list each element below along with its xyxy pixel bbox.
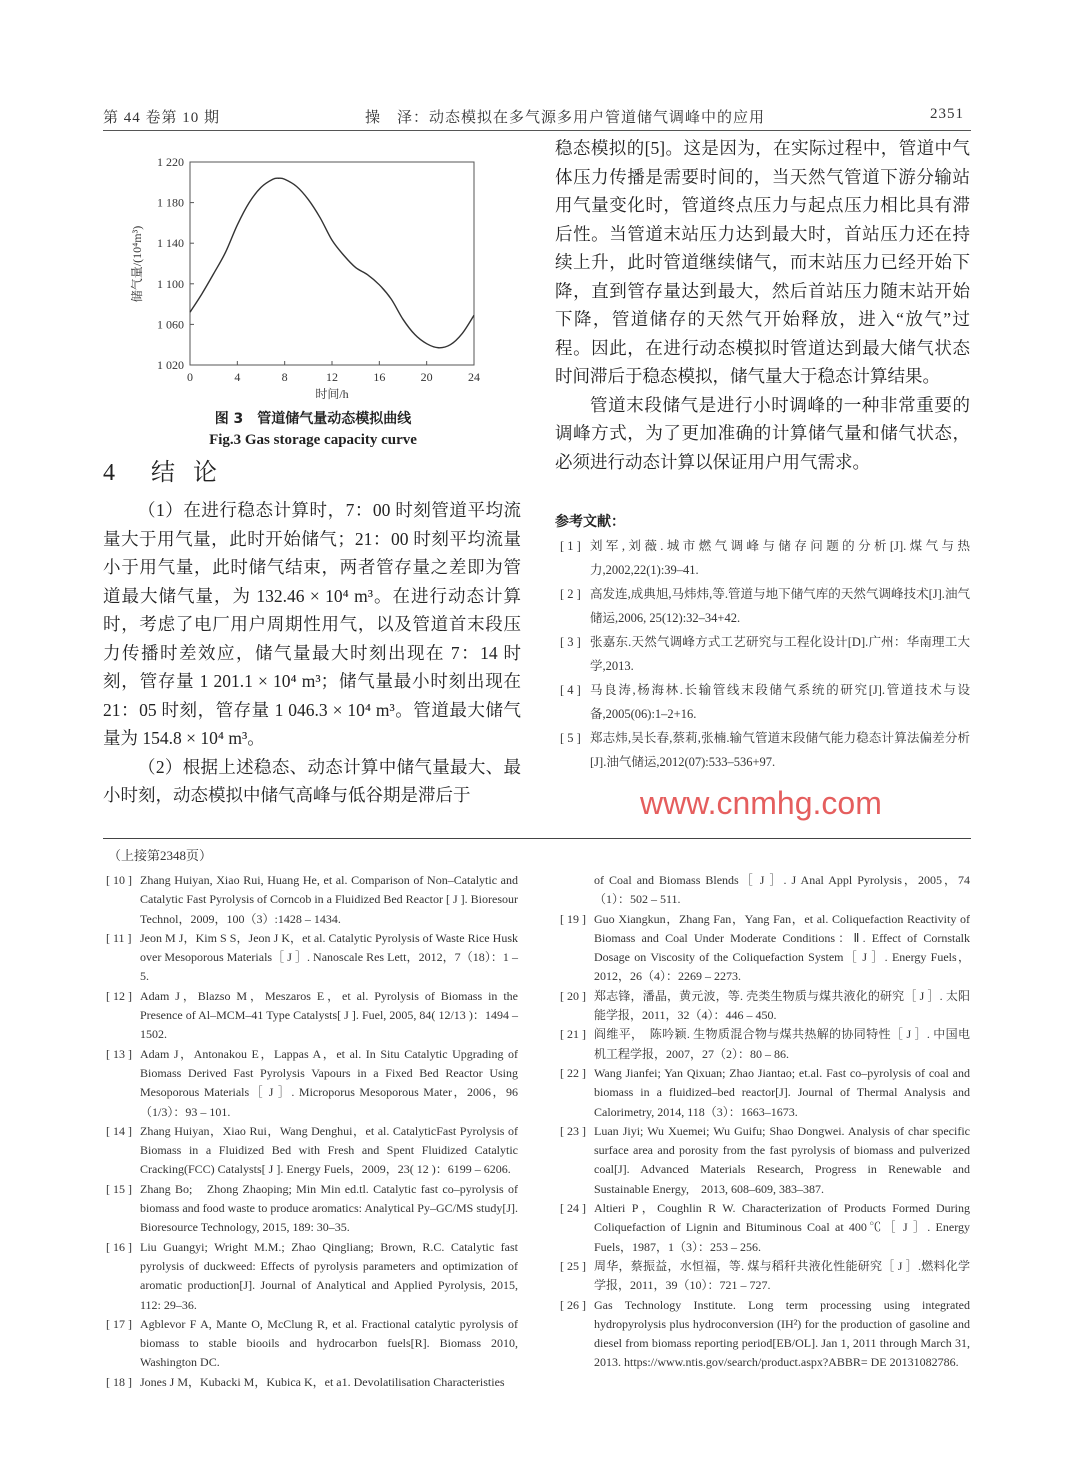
reference-number: [ 1 ] — [560, 539, 581, 553]
reference-number — [560, 871, 594, 910]
paragraph: 管道末段储气是进行小时调峰的一种非常重要的调峰方式，为了更加准确的计算储气量和储气状态，必须进行动态计算以保证用户用气需求。 — [555, 394, 970, 472]
reference-text: Gas Technology Institute. Long term processing using integrated hydropyrolysis plus hydroconversion (IH²) for the production of gasoline and diesel from biomass reporting period[EB/OL]. Jan 1, 2011 through March 31, 2013. https://www.ntis.gov/search/product.aspx?ABBR= DE 20131082786. — [594, 1297, 970, 1370]
reference-item — [560, 630, 970, 678]
gas-storage-chart — [130, 148, 500, 408]
reference-number: [ 2 ] — [560, 587, 581, 601]
reference-text: 阎维平， 陈吟颖. 生物质混合物与煤共热解的协同特性［ J ］. 中国电机工程学报，2007，27（2）：80 – 86. — [594, 1027, 970, 1061]
reference-text: 郑志炜,吴长春,蔡莉,张楠.输气管道末段储气能力稳态计算法偏差分析[J].油气储运,2012(07):533–536+97. — [590, 731, 970, 769]
reference-text: Zhang Bo; Zhong Zhaoping; Min Min ed.tl. Catalytic fast co–pyrolysis of biomass and food waste to produce aromatics: Analytical Py–GC/MS study[J]. Bioresource Technology, 2015, 189: 30–35. — [140, 1181, 518, 1235]
paragraph: （2）根据上述稳态、动态计算中储气量最大、最小时刻，动态模拟中储气高峰与低谷期是滞后于 — [103, 756, 521, 805]
reference-item — [560, 1025, 970, 1064]
reference-item — [560, 1122, 970, 1199]
x-tick-label: 16 — [373, 370, 386, 384]
bottom-reference-list-left — [106, 871, 518, 1392]
continued-note: （上接第2348页） — [108, 848, 213, 863]
reference-number: [ 15 ] — [106, 1181, 132, 1196]
x-tick-label: 8 — [281, 370, 288, 384]
page-number: 2351 — [930, 106, 964, 122]
reference-text: Luan Jiyi; Wu Xuemei; Wu Guifu; Shao Dongwei. Analysis of char specific surface area and porosity from the fast pyrolysis of biomass and pulverized coal[J]. Advanced Materials Research, Progress in Renewable and Sustainable Energy, 2013, 608–609, 383–387. — [594, 1123, 970, 1196]
reference-number: [ 10 ] — [106, 873, 132, 887]
reference-number: [ 19 ] — [560, 911, 586, 926]
reference-item — [560, 1257, 970, 1296]
reference-text: Guo Xiangkun，Zhang Fan，Yang Fan，et al. Coliquefaction Reactivity of Biomass and Coal Under Moderate Conditions：Ⅱ. Effect of Cornstalk Dosage on Viscosity of the Coliquefaction System［ J ］. Energy Fuels，2012，26（4）：2269 – 2273. — [594, 911, 970, 984]
reference-item — [106, 1122, 518, 1180]
reference-text: 马良涛,杨海林.长输管线末段储气系统的研究[J].管道技术与设备,2005(06):1–2+16. — [590, 683, 970, 721]
y-tick-label: 1 220 — [157, 155, 184, 169]
reference-item — [106, 929, 518, 987]
reference-item — [106, 1238, 518, 1315]
reference-item — [106, 987, 518, 1045]
reference-number: [ 26 ] — [560, 1297, 586, 1312]
running-title: 操 泽：动态模拟在多气源多用户管道储气调峰中的应用 — [365, 110, 766, 126]
reference-item — [560, 987, 970, 1026]
x-axis-label: 时间/h — [315, 387, 349, 401]
reference-text: Zhang Huiyan，Xiao Rui，Wang Denghui，et al. CatalyticFast Pyrolysis of Biomass in a Fluidized Bed with Fresh and Spent Fluidized Catalytic Cracking(FCC) Catalysts[ J ]. Energy Fuels，2009，23( 12 )：6199 – 6206. — [140, 1123, 518, 1177]
reference-number: [ 14 ] — [106, 1123, 132, 1138]
reference-number: [ 4 ] — [560, 683, 581, 697]
reference-item — [106, 1373, 518, 1392]
reference-number: [ 16 ] — [106, 1239, 132, 1254]
reference-text: Adam J，Antonakou E，Lappas A，et al. In Situ Catalytic Upgrading of Biomass Derived Fast Pyrolysis Vapours in a Fixed Bed Reactor Using Mesoporous Materials［ J ］. Microporus Mesoporous Mater，2006，96（1/3）：93 – 101. — [140, 1046, 518, 1119]
reference-item — [560, 1296, 970, 1373]
reference-item — [106, 1315, 518, 1373]
section-heading: 4 结 论 — [103, 460, 223, 486]
reference-item — [560, 582, 970, 630]
reference-number: [ 3 ] — [560, 635, 581, 649]
x-tick-label: 24 — [468, 370, 480, 384]
figure-caption-cn: 图 3 管道储气量动态模拟曲线 — [214, 411, 412, 427]
reference-item — [560, 1199, 970, 1257]
x-tick-label: 12 — [326, 370, 338, 384]
reference-number: [ 25 ] — [560, 1258, 586, 1273]
reference-text: 刘军,刘薇.城市燃气调峰与储存问题的分析[J].煤气与热力,2002,22(1):39–41. — [590, 539, 970, 577]
reference-text: Adam J，Blazso M，Meszaros E，et al. Pyrolysis of Biomass in the Presence of Al–MCM–41 Type Catalysts[ J ]. Fuel, 2005, 84( 12/13 )：1494 – 1502. — [140, 988, 518, 1042]
reference-text: Altieri P，Coughlin R W. Characterization of Products Formed During Coliquefaction of Lignin and Bituminous Coal at 400℃［ J ］. Energy Fuels，1987，1（3）：253 – 256. — [594, 1201, 970, 1254]
reference-number: [ 21 ] — [560, 1027, 586, 1042]
reference-item — [560, 910, 970, 987]
journal-issue: 第 44 卷第 10 期 — [103, 110, 221, 126]
reference-text: Jones J M，Kubacki M，Kubica K，et a1. Devolatilisation Characteristies — [140, 1374, 505, 1389]
reference-text: Agblevor F A, Mante O, McClung R, et al. Fractional catalytic pyrolysis of biomass to stable biooils and hydrocarbon fuels[R]. Biomass 2010, Washington DC. — [140, 1316, 518, 1370]
reference-text: Wang Jianfei; Yan Qixuan; Zhao Jiantao; et.al. Fast co–pyrolysis of coal and biomass in a fluidized–bed reactor[J]. Journal of Thermal Analysis and Calorimetry, 2014, 118（3）：1663–1673. — [594, 1065, 970, 1119]
reference-number: [ 22 ] — [560, 1065, 586, 1080]
reference-number: [ 18 ] — [106, 1374, 132, 1389]
reference-text: Zhang Huiyan, Xiao Rui, Huang He, et al. Comparison of Non–Catalytic and Catalytic Fast Pyrolysis of Corncob in a Fluidized Bed Reactor [ J ]. Bioresour Technol，2009，100（3）:1428 – 1434. — [140, 873, 518, 926]
x-tick-label: 0 — [187, 370, 193, 384]
reference-text: 周华，蔡振益，水恒福，等. 煤与稻秆共液化性能研究［ J ］.燃料化学学报，2011，39（10）：721 – 727. — [594, 1258, 970, 1293]
reference-item — [560, 678, 970, 726]
reference-text: of Coal and Biomass Blends［ J ］. J Anal Appl Pyrolysis，2005，74（1）：502 – 511. — [594, 873, 970, 907]
plot-frame — [190, 162, 474, 365]
reference-item — [560, 871, 970, 910]
reference-item — [560, 1064, 970, 1122]
storage-curve — [190, 178, 474, 348]
header-rule — [103, 130, 971, 131]
reference-number: [ 20 ] — [560, 988, 586, 1003]
y-tick-label: 1 060 — [157, 317, 184, 332]
left-column-text — [103, 496, 521, 810]
reference-text: Jeon M J，Kim S S，Jeon J K，et al. Catalytic Pyrolysis of Waste Rice Husk over Mesoporous Materials［ J ］. Nanoscale Res Lett，2012，7（18）：1 – 5. — [140, 930, 518, 984]
reference-text: 张嘉东.天然气调峰方式工艺研究与工程化设计[D].广州：华南理工大学,2013. — [590, 635, 970, 673]
references-heading: 参考文献： — [555, 514, 625, 530]
y-tick-label: 1 020 — [157, 358, 184, 372]
reference-item — [560, 726, 970, 774]
watermark: www.cnmhg.com — [640, 785, 882, 821]
figure-caption-en: Fig.3 Gas storage capacity curve — [209, 432, 417, 448]
y-tick-label: 1 140 — [157, 236, 184, 251]
reference-text: Liu Guangyi; Wright M.M.; Zhao Qingliang; Brown, R.C. Catalytic fast pyrolysis of duckweed: Effects of pyrolysis parameters and optimization of aromatic production[J]. Journal of Analytical and Applied Pyrolysis, 2015, 112: 29–36. — [140, 1239, 518, 1312]
reference-number: [ 23 ] — [560, 1123, 586, 1138]
reference-item — [106, 1045, 518, 1122]
y-tick-label: 1 180 — [157, 195, 184, 210]
reference-number: [ 11 ] — [106, 930, 132, 945]
y-tick-label: 1 100 — [157, 276, 184, 291]
y-axis-label: 储气量/(10⁴m³) — [130, 225, 144, 303]
x-tick-label: 20 — [420, 370, 433, 384]
x-tick-label: 4 — [234, 370, 241, 384]
reference-item — [106, 871, 518, 929]
paragraph: （1）在进行稳态计算时，7：00 时刻管道平均流量大于用气量，此时开始储气；21：00 时刻平均流量小于用气量，此时储气结束，两者管存量之差即为管道最大储气量，为 132.46 × 10⁴ m³。在进行动态计算时，考虑了电厂用户周期性用气，以及管道首末段压力传播时差效应，储气量最大时刻出现在 7：14 时刻，管存量 1 201.1 × 10⁴ m³；储气量最小时刻出现在 21：05 时刻，管存量 1 046.3 × 10⁴ m³。管道最大储气量为 154.8 × 10⁴ m³。 — [103, 500, 521, 748]
reference-text: 郑志锋，潘晶，黄元波，等. 壳类生物质与煤共液化的研究［ J ］. 太阳能学报，2011，32（4）：446 – 450. — [594, 988, 970, 1023]
reference-number: [ 13 ] — [106, 1046, 132, 1061]
reference-number: [ 24 ] — [560, 1201, 586, 1216]
right-column-text — [555, 134, 970, 476]
reference-list — [560, 534, 970, 774]
reference-item — [560, 534, 970, 582]
reference-number: [ 12 ] — [106, 988, 132, 1003]
section-divider — [103, 838, 971, 839]
reference-number: [ 5 ] — [560, 731, 581, 745]
reference-item — [106, 1180, 518, 1238]
reference-text: 高发连,成典旭,马炜炜,等.管道与地下储气库的天然气调峰技术[J].油气储运,2006, 25(12):32–34+42. — [590, 587, 970, 625]
bottom-reference-list-right — [560, 871, 970, 1373]
paragraph: 稳态模拟的[5]。这是因为，在实际过程中，管道中气体压力传播是需要时间的，当天然气管道下游分输站用气量变化时，管道终点压力与起点压力相比具有滞后性。当管道末站压力达到最大时，首站压力还在持续上升，此时管道继续储气，而末站压力已经开始下降，直到管存量达到最大，然后首站压力随末站开始下降，管道储存的天然气开始释放，进入“放气”过程。因此，在进行动态模拟时管道达到最大储气状态时间滞后于稳态模拟，储气量大于稳态计算结果。 — [555, 138, 970, 386]
reference-number: [ 17 ] — [106, 1316, 132, 1331]
